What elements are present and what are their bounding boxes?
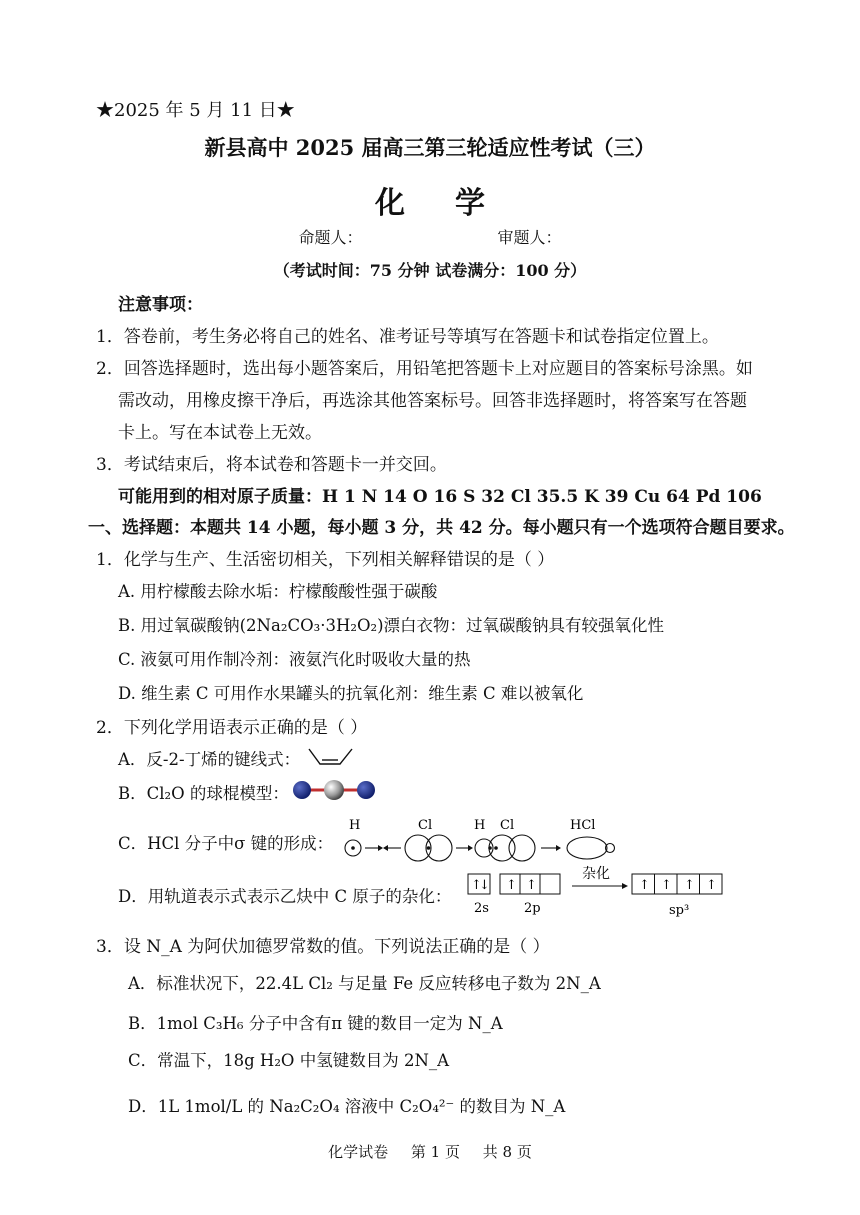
notice-item-2-cont2: 卡上。写在本试卷上无效。 [118, 423, 322, 443]
label-hybridize: 杂化 [582, 866, 610, 882]
svg-text:↑: ↑ [526, 878, 537, 893]
footer-total: 共 8 页 [482, 1143, 532, 1161]
q3-option-b: B．1mol C₃H₆ 分子中含有π 键的数目一定为 N_A [128, 1014, 503, 1033]
q1-option-a: A. 用柠檬酸去除水垢：柠檬酸酸性强于碳酸 [118, 582, 438, 601]
label-h-1: H [349, 818, 361, 833]
notice-item-3: 3．考试结束后，将本试卷和答题卡一并交回。 [96, 455, 447, 475]
q2-option-c: C．HCl 分子中σ 键的形成： [118, 834, 334, 853]
trans-2-butene-skeletal-formula [306, 744, 356, 770]
hcl-sigma-bond-formation-diagram [338, 818, 628, 866]
q2-option-a: A．反-2-丁烯的键线式： [118, 750, 301, 769]
svg-text:↑: ↑ [661, 878, 672, 893]
exam-info: （考试时间：75 分钟 试卷满分：100 分） [273, 261, 587, 280]
exam-date: ★2025 年 5 月 11 日★ [96, 100, 295, 121]
label-hcl: HCl [570, 818, 596, 833]
q3-option-d: D．1L 1mol/L 的 Na₂C₂O₄ 溶液中 C₂O₄²⁻ 的数目为 N_A [128, 1097, 566, 1116]
svg-text:↑: ↑ [639, 878, 650, 893]
cl2o-ball-stick-model [290, 776, 380, 804]
atomic-mass-line: 可能用到的相对原子质量：H 1 N 14 O 16 S 32 Cl 35.5 K 39 Cu 64 Pd 106 [118, 487, 762, 507]
notice-item-2: 2．回答选择题时，选出每小题答案后，用铅笔把答题卡上对应题目的答案标号涂黑。如 [96, 359, 753, 379]
label-2s: 2s [474, 901, 489, 916]
author-label: 命题人： [298, 228, 363, 247]
label-h-2: H [474, 818, 486, 833]
q1-stem: 1．化学与生产、生活密切相关，下列相关解释错误的是（ ） [96, 550, 555, 570]
svg-text:↑: ↑ [471, 878, 482, 893]
q2-option-d: D．用轨道表示式表示乙炔中 C 原子的杂化： [118, 887, 452, 906]
q2-option-b: B．Cl₂O 的球棍模型： [118, 784, 289, 803]
notice-item-2-cont: 需改动，用橡皮擦干净后，再选涂其他答案标号。回答非选择题时，将答案写在答题 [118, 391, 747, 411]
subject-title: 化学 [375, 186, 535, 221]
author-line [0, 225, 860, 248]
q3-option-c: C．常温下，18g H₂O 中氢键数目为 2N_A [128, 1051, 450, 1070]
q3-stem: 3．设 N_A 为阿伏加德罗常数的值。下列说法正确的是（ ） [96, 937, 550, 957]
notice-title: 注意事项： [118, 295, 203, 315]
q1-option-c: C. 液氨可用作制冷剂：液氨汽化时吸收大量的热 [118, 650, 471, 669]
q2-stem: 2．下列化学用语表示正确的是（ ） [96, 718, 368, 738]
q3-option-a: A．标准状况下，22.4L Cl₂ 与足量 Fe 反应转移电子数为 2N_A [128, 974, 601, 993]
reviewer-label: 审题人： [497, 228, 562, 247]
notice-item-1: 1．答卷前，考生务必将自己的姓名、准考证号等填写在答题卡和试卷指定位置上。 [96, 327, 719, 347]
acetylene-hybridization-orbital-diagram [462, 864, 732, 920]
footer-name: 化学试卷 [328, 1143, 389, 1161]
footer-page: 第 1 页 [410, 1143, 460, 1161]
svg-text:↑: ↑ [706, 878, 717, 893]
label-sp3: sp³ [669, 903, 690, 918]
section-heading: 一、选择题：本题共 14 小题，每小题 3 分，共 42 分。每小题只有一个选项符合题目要求。 [88, 518, 795, 538]
svg-text:↑: ↑ [506, 878, 517, 893]
label-2p: 2p [524, 901, 541, 916]
svg-text:↓: ↓ [479, 878, 490, 893]
exam-title: 新县高中 2025 届高三第三轮适应性考试（三） [204, 135, 656, 160]
label-cl-1: Cl [418, 818, 433, 833]
q1-option-d: D. 维生素 C 可用作水果罐头的抗氧化剂：维生素 C 难以被氧化 [118, 684, 584, 703]
label-cl-2: Cl [500, 818, 515, 833]
q1-option-b: B. 用过氧碳酸钠(2Na₂CO₃·3H₂O₂)漂白衣物：过氧碳酸钠具有较强氧化性 [118, 616, 665, 635]
svg-text:↑: ↑ [684, 878, 695, 893]
page-footer [0, 1141, 860, 1162]
